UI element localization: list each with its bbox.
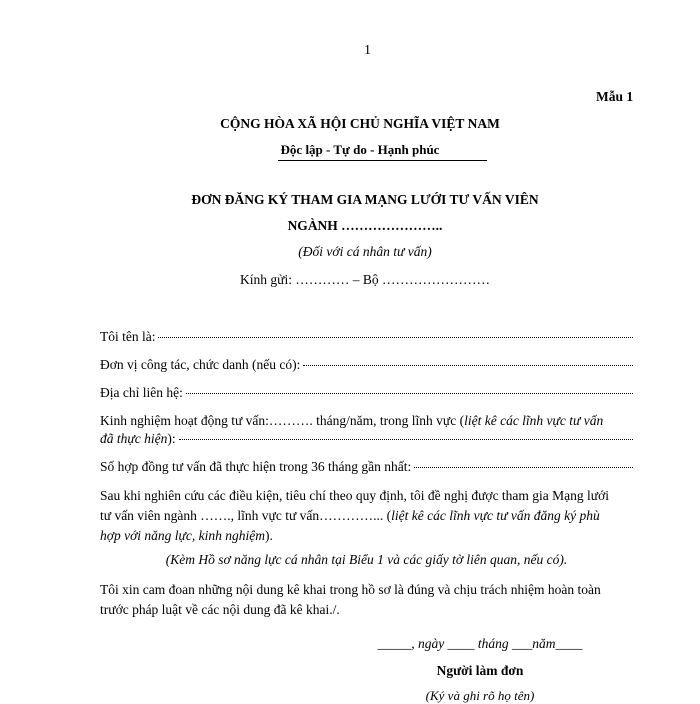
experience-hint: liệt kê các lĩnh vực tư vấn bbox=[464, 413, 604, 428]
workplace-field bbox=[100, 357, 633, 373]
addressee: Kính gửi: ………… – Bộ …………………… bbox=[240, 272, 490, 287]
address-label: Địa chỉ liên hệ: bbox=[100, 385, 183, 400]
page-number: 1 bbox=[364, 43, 371, 58]
motto: Độc lập - Tự do - Hạnh phúc bbox=[280, 142, 440, 157]
name-dotted-line bbox=[158, 337, 633, 338]
request-paragraph bbox=[100, 486, 640, 546]
experience-label: Kinh nghiệm hoạt động tư vấn:………. tháng/năm, trong lĩnh vực ( bbox=[100, 413, 465, 428]
form-code: Mẫu 1 bbox=[596, 89, 634, 104]
address-field bbox=[100, 385, 633, 401]
form-title: ĐƠN ĐĂNG KÝ THAM GIA MẠNG LƯỚI TƯ VẤN VIÊN bbox=[191, 192, 539, 207]
attachment-note: (Kèm Hồ sơ năng lực cá nhân tại Biểu 1 và các giấy tờ liên quan, nếu có). bbox=[165, 552, 568, 567]
experience-dotted-line bbox=[179, 439, 633, 440]
request-line-1: Sau khi nghiên cứu các điều kiện, tiêu chí theo quy định, tôi đề nghị được tham gia Mạng lưới bbox=[100, 488, 609, 503]
experience-close: ): bbox=[167, 431, 176, 446]
contracts-dotted-line bbox=[414, 467, 633, 468]
workplace-label: Đơn vị công tác, chức danh (nếu có): bbox=[100, 357, 301, 372]
motto-underline bbox=[278, 160, 487, 161]
commitment-paragraph bbox=[100, 580, 640, 620]
signature-note: (Ký và ghi rõ họ tên) bbox=[425, 688, 535, 703]
experience-hint-cont: đã thực hiện bbox=[100, 431, 168, 446]
form-subtitle: (Đối với cá nhân tư vấn) bbox=[298, 244, 432, 259]
request-line-3: hợp với năng lực, kinh nghiệm). bbox=[100, 528, 273, 543]
form-title-industry: NGÀNH ………………….. bbox=[287, 218, 443, 233]
date-line: _____, ngày ____ tháng ___năm____ bbox=[377, 636, 583, 651]
workplace-dotted-line bbox=[303, 365, 633, 366]
name-label: Tôi tên là: bbox=[100, 329, 156, 344]
country-header: CỘNG HÒA XÃ HỘI CHỦ NGHĨA VIỆT NAM bbox=[220, 116, 500, 131]
applicant-label: Người làm đơn bbox=[436, 663, 524, 678]
commitment-line-1: Tôi xin cam đoan những nội dung kê khai trong hồ sơ là đúng và chịu trách nhiệm hoàn toàn bbox=[100, 582, 601, 597]
contracts-field bbox=[100, 459, 633, 475]
commitment-line-2: trước pháp luật về các nội dung đã kê khai./. bbox=[100, 602, 340, 617]
experience-line-1 bbox=[100, 413, 633, 429]
name-field bbox=[100, 329, 633, 345]
contracts-label: Số hợp đồng tư vấn đã thực hiện trong 36 tháng gần nhất: bbox=[100, 459, 412, 474]
address-dotted-line bbox=[186, 393, 633, 394]
experience-line-2 bbox=[100, 431, 633, 447]
request-line-2: tư vấn viên ngành ……., lĩnh vực tư vấn…………... (liệt kê các lĩnh vực tư vấn đăng ký phù bbox=[100, 508, 600, 523]
